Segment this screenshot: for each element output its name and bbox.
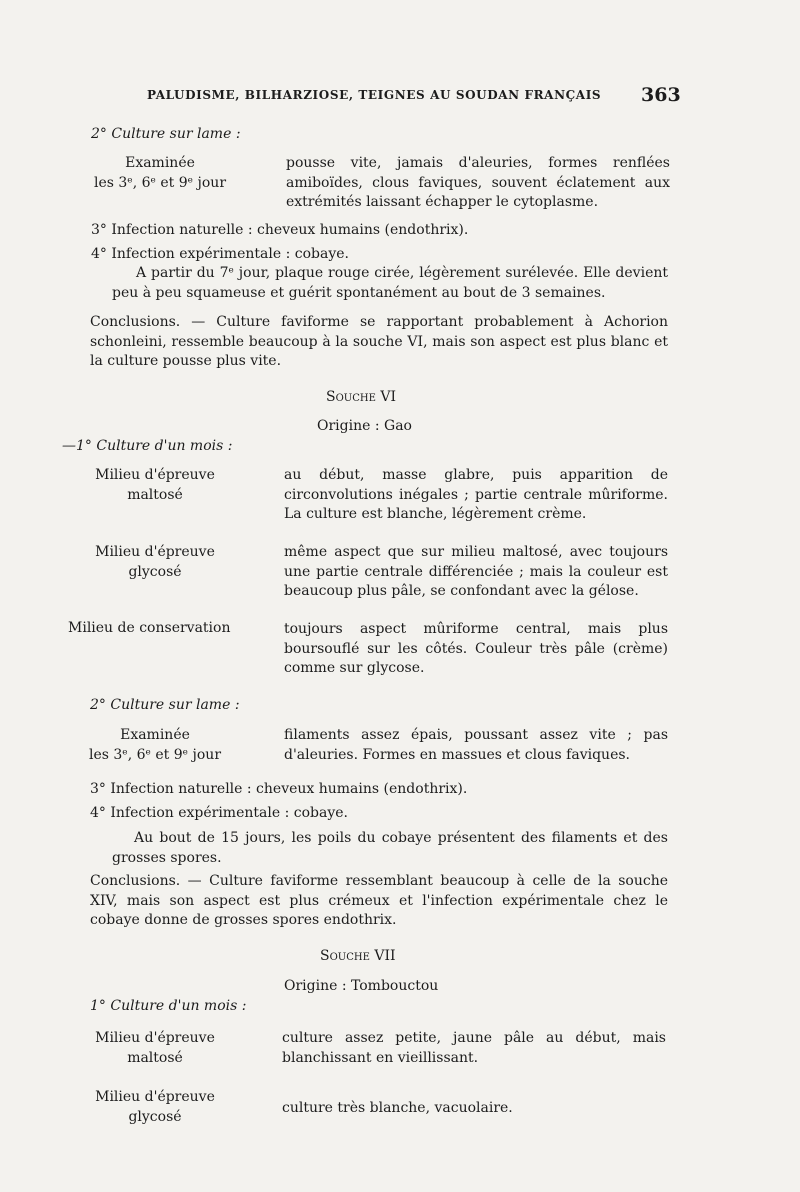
vi-row1-text: au début, masse glabre, puis apparition de circonvolutions inégales ; partie centrale mûriforme. La culture est blanche, légèrement crème. (284, 467, 668, 522)
culture-lame-heading: 2° Culture sur lame : (91, 126, 241, 142)
infection-exp-text: A partir du 7ᵉ jour, plaque rouge cirée, légèrement surélevée. Elle devient peu à peu squameuse et guérit spontanément au bout de 3 semaines. (112, 265, 668, 301)
vii-row2-label: Milieu d'épreuve glycosé (95, 1089, 215, 1125)
vi-examinee-label: Examinée (120, 727, 190, 743)
vi-infection-experimentale: 4° Infection expérimentale : cobaye. (90, 805, 348, 821)
vi-row2-label: Milieu d'épreuve glycosé (95, 544, 215, 580)
vi-examinee-block (70, 726, 240, 765)
infection-experimentale: 4° Infection expérimentale : cobaye. (91, 246, 349, 262)
souche-vii-origine: Origine : Tombouctou (284, 978, 439, 994)
vi-examinee-days: les 3ᵉ, 6ᵉ et 9ᵉ jour (88, 746, 222, 763)
souche-vi-culture-mois: —1° Culture d'un mois : (62, 438, 233, 454)
vi-infection-exp-text: Au bout de 15 jours, les poils du cobaye présentent des filaments et des grosses spores. (112, 830, 668, 866)
vi-infection-naturelle: 3° Infection naturelle : cheveux humains (endothrix). (90, 781, 468, 797)
souche-vi-origine: Origine : Gao (317, 418, 412, 434)
vi-row1-label: Milieu d'épreuve maltosé (95, 467, 215, 503)
examinee-days: les 3ᵉ, 6ᵉ et 9ᵉ jour (93, 174, 227, 191)
souche-vi-title: Souche VI (326, 389, 396, 405)
vi-row3-label: Milieu de conservation (68, 620, 231, 636)
vi-examinee-text: filaments assez épais, poussant assez vite ; pas d'aleuries. Formes en massues et clous faviques. (284, 727, 668, 763)
souche-vii-title: Souche VII (320, 948, 396, 964)
vi-conclusions: Conclusions. — Culture faviforme ressemblant beaucoup à celle de la souche XIV, mais son aspect est plus crémeux et l'infection expérimentale chez le cobaye donne de grosses spores endothrix. (90, 873, 668, 928)
examinee-text: pousse vite, jamais d'aleuries, formes renflées amiboïdes, clous faviques, souvent éclatement aux extrémités laissant échapper le cytoplasme. (286, 155, 670, 210)
souche-vii-culture-mois: 1° Culture d'un mois : (90, 998, 247, 1014)
running-title: PALUDISME, BILHARZIOSE, TEIGNES AU SOUDAN FRANÇAIS (147, 88, 602, 102)
examinee-label: Examinée (125, 155, 195, 171)
page-number: 363 (641, 84, 681, 106)
vii-row1-text: culture assez petite, jaune pâle au début, mais blanchissant en vieillissant. (282, 1030, 666, 1066)
infection-naturelle: 3° Infection naturelle : cheveux humains (endothrix). (91, 222, 469, 238)
examinee-label-block (80, 154, 240, 193)
vi-culture-lame: 2° Culture sur lame : (90, 697, 240, 713)
vii-row1-label: Milieu d'épreuve maltosé (95, 1030, 215, 1066)
vi-row3-text: toujours aspect mûriforme central, mais plus boursouflé sur les côtés. Couleur très pâle (crème) comme sur glycose. (284, 621, 668, 676)
vi-row2-text: même aspect que sur milieu maltosé, avec toujours une partie centrale différenciée ; mais la couleur est beaucoup plus pâle, se confondant avec la gélose. (284, 544, 668, 599)
vii-row2-text: culture très blanche, vacuolaire. (282, 1100, 513, 1116)
conclusions-paragraph: Conclusions. — Culture faviforme se rapportant probablement à Achorion schonleini, ressemble beaucoup à la souche VI, mais son aspect est plus blanc et la culture pousse plus vite. (90, 314, 668, 369)
